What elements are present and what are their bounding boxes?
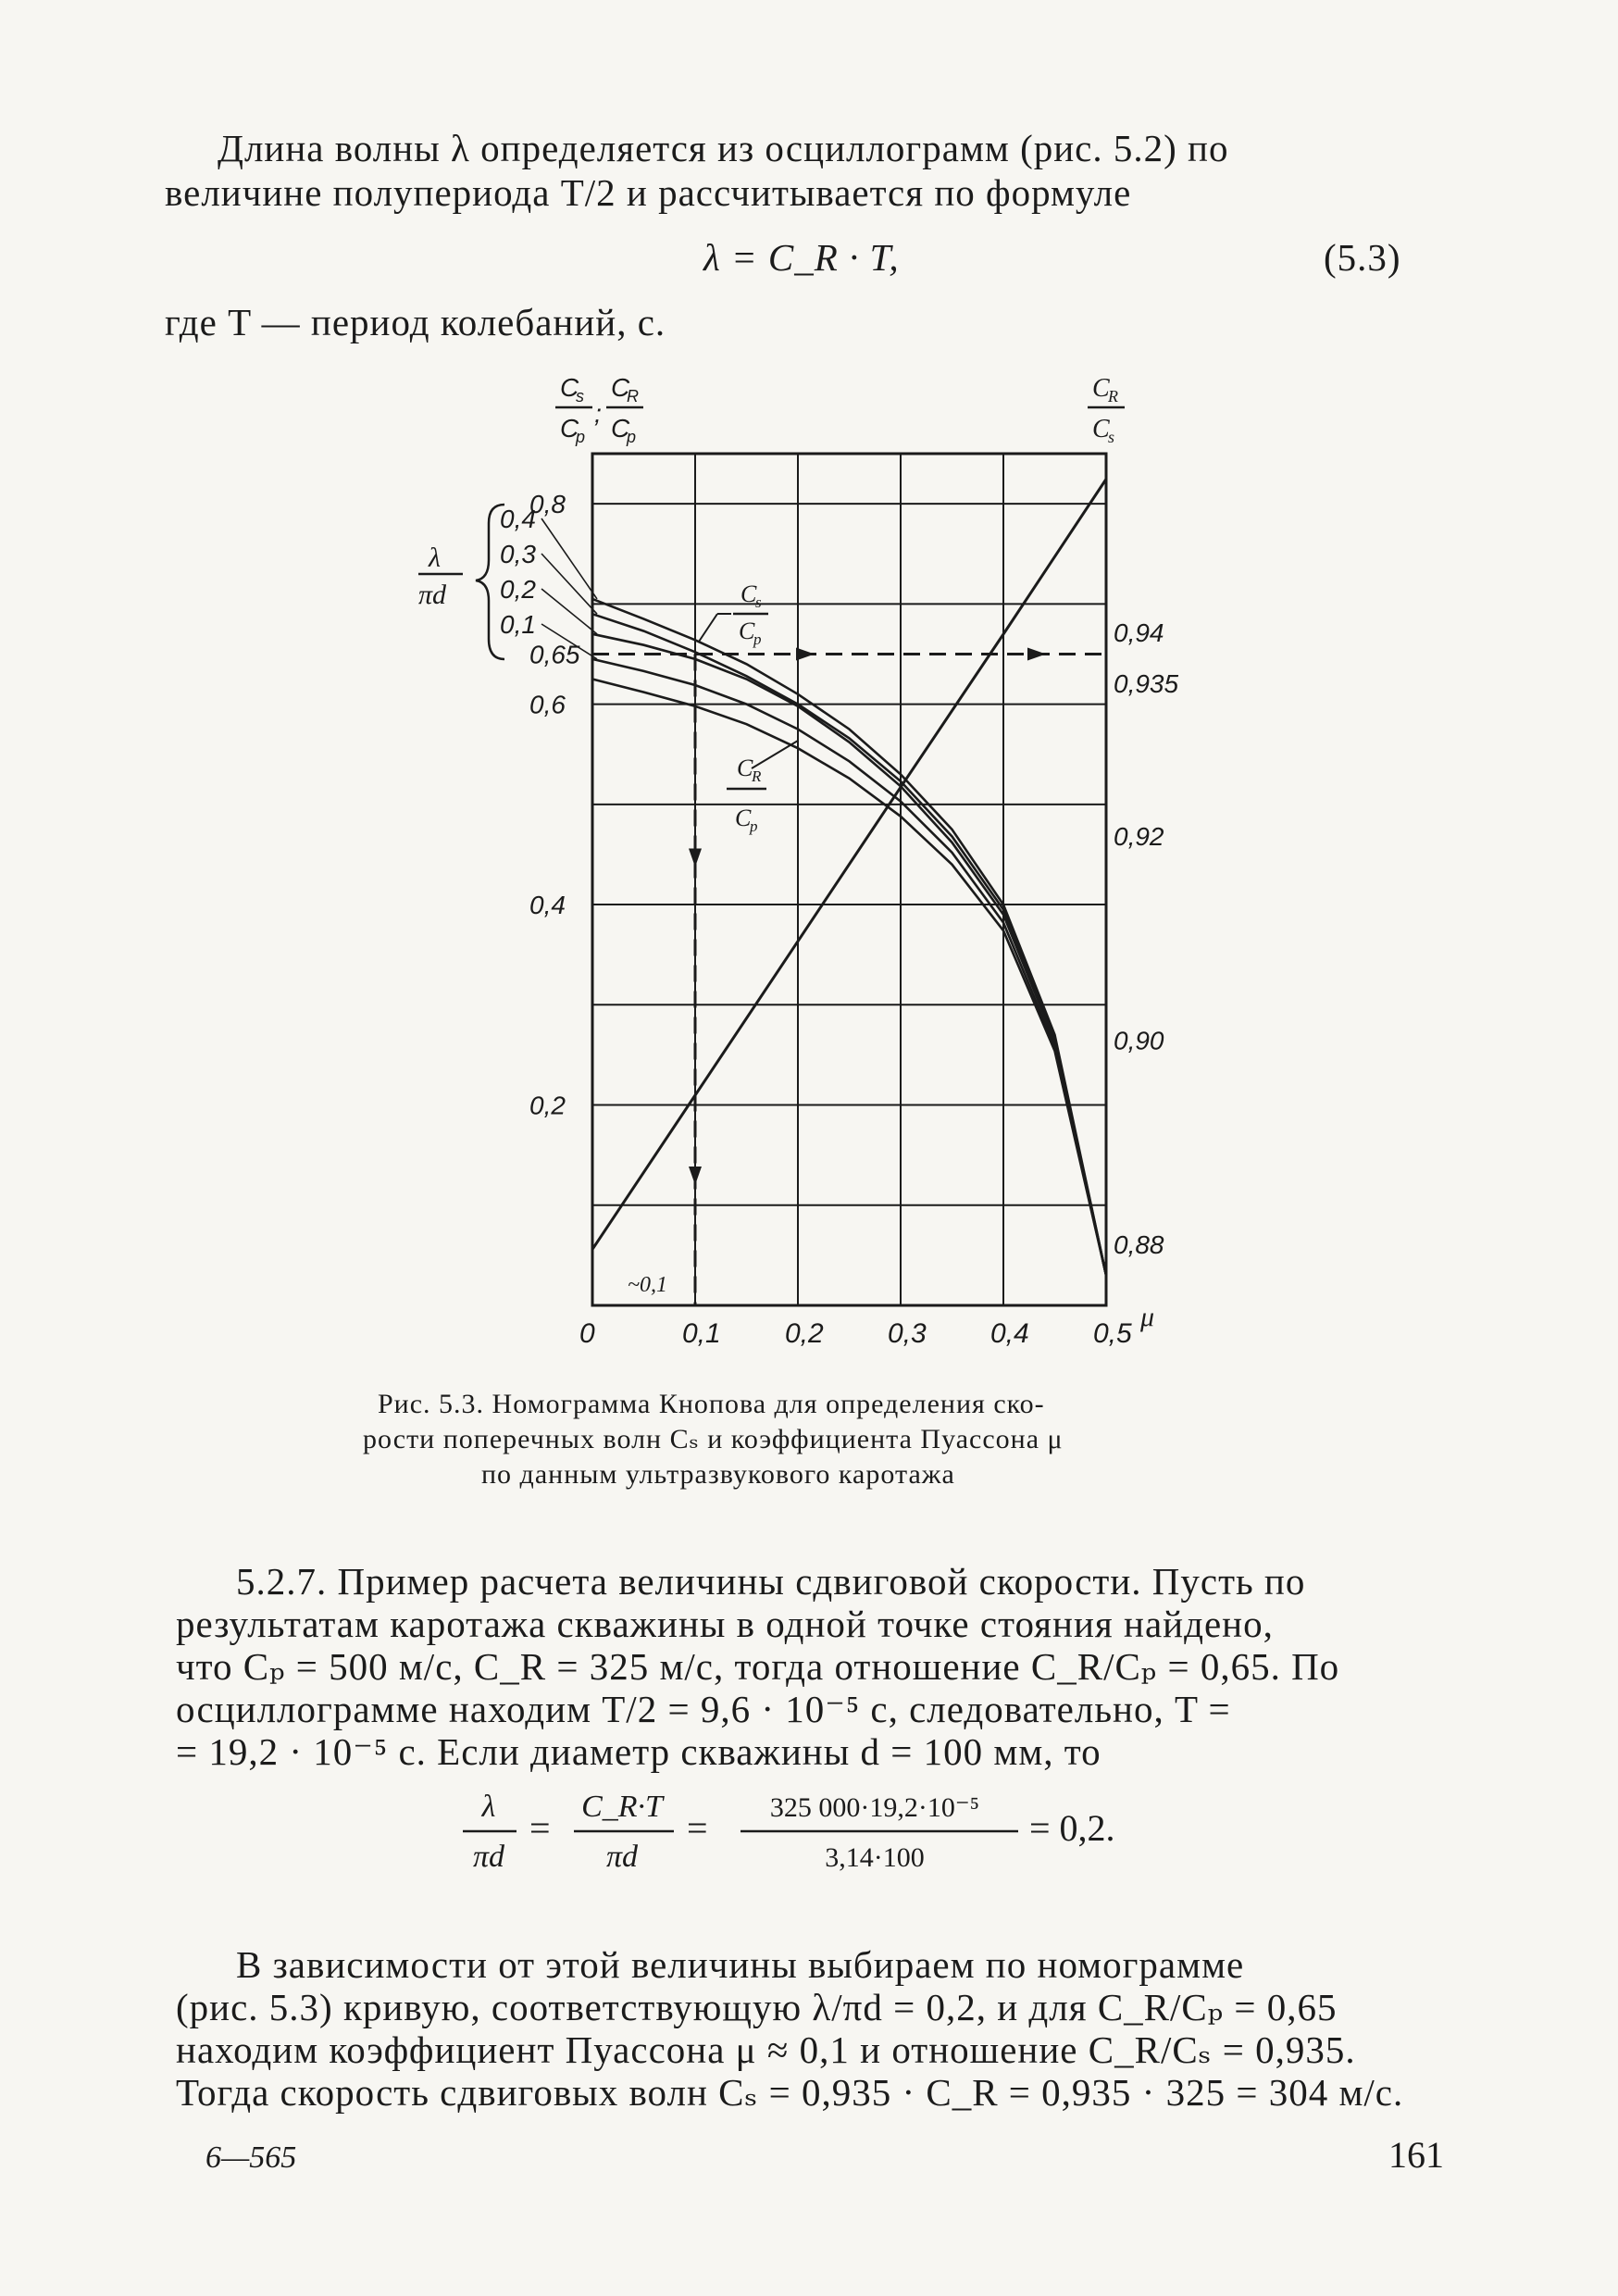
x-tick-label: 0,3 (888, 1318, 927, 1349)
eq-result: = 0,2. (1029, 1807, 1115, 1849)
eq-f1-den: πd (472, 1840, 505, 1874)
conclusion-line-1: В зависимости от этой величины выбираем по номограмме (236, 1943, 1245, 1986)
family-value-label: 0,3 (500, 540, 536, 568)
right-tick-label: 0,92 (1114, 822, 1164, 852)
x-tick-label: 0,5 (1093, 1318, 1132, 1349)
left-tick-label: 0,6 (529, 690, 566, 719)
svg-text:R: R (1108, 387, 1118, 406)
right-tick-label: 0,935 (1114, 668, 1179, 698)
conclusion-line-2: (рис. 5.3) кривую, соответствующую λ/πd = 0,2, и для C_R/Cₚ = 0,65 (176, 1986, 1338, 2028)
signature-mark: 6—565 (205, 2140, 297, 2175)
eq-f2-den: πd (605, 1840, 639, 1874)
svg-text:C: C (1092, 374, 1110, 403)
right-tick-label: 0,88 (1114, 1229, 1164, 1259)
example-line-5: = 19,2 · 10⁻⁵ с. Если диаметр скважины d = 100 мм, то (176, 1730, 1101, 1773)
svg-text:R: R (627, 387, 639, 406)
svg-text:s: s (576, 387, 584, 406)
eq-f3-num: 325 000·19,2·10⁻⁵ (769, 1792, 980, 1823)
conclusion-line-3: находим коэффициент Пуассона μ ≈ 0,1 и отношение C_R/Cₛ = 0,935. (176, 2028, 1356, 2071)
svg-text:C: C (737, 755, 753, 781)
caption-line-3: по данным ультразвукового каротажа (481, 1459, 955, 1490)
example-line-3: что Cₚ = 500 м/с, C_R = 325 м/с, тогда отношение C_R/Cₚ = 0,65. По (176, 1645, 1340, 1688)
example-line-2: результатам каротажа скважины в одной точке стояния найдено, (176, 1603, 1274, 1645)
formula-5-3: λ = C_R · T, (703, 236, 900, 279)
eq-f3-den: 3,14·100 (825, 1842, 925, 1873)
right-tick-label: 0,94 (1114, 618, 1164, 647)
svg-text:R: R (752, 767, 762, 785)
left-tick-label: 0,8 (529, 490, 566, 519)
svg-text:p: p (750, 817, 758, 835)
example-line-1: 5.2.7. Пример расчета величины сдвиговой скорости. Пусть по (236, 1560, 1306, 1603)
svg-text:p: p (753, 630, 762, 648)
x-annotation: ~0,1 (628, 1273, 667, 1297)
svg-text:s: s (1108, 428, 1115, 446)
svg-text:C: C (611, 373, 630, 402)
svg-text:=: = (687, 1807, 708, 1849)
conclusion-line-4: Тогда скорость сдвиговых волн Cₛ = 0,935 · C_R = 0,935 · 325 = 304 м/с. (176, 2071, 1404, 2114)
intro-line-1: Длина волны λ определяется из осциллограмм (рис. 5.2) по (218, 127, 1229, 169)
svg-text:C: C (1092, 415, 1110, 443)
svg-text:C: C (560, 373, 579, 402)
svg-text:C: C (739, 618, 755, 644)
svg-text:λ: λ (429, 543, 441, 573)
eq-f2-num: C_R·T (581, 1790, 663, 1824)
svg-text:C: C (560, 414, 579, 443)
svg-text:;: ; (594, 399, 602, 428)
caption-line-2: рости поперечных волн Cₛ и коэффициента Пуассона μ (363, 1424, 1064, 1454)
eq-f1-num: λ (481, 1790, 496, 1824)
svg-text:πd: πd (418, 580, 447, 610)
family-value-label: 0,4 (500, 505, 536, 533)
equation-number: (5.3) (1324, 236, 1401, 279)
x-tick-label: 0,1 (682, 1318, 721, 1349)
left-tick-label: 0,2 (529, 1091, 566, 1120)
page-number: 161 (1388, 2134, 1444, 2176)
x-axis-label: μ (1140, 1302, 1155, 1332)
svg-text:C: C (611, 414, 630, 443)
family-value-label: 0,2 (500, 575, 536, 604)
right-tick-label: 0,90 (1114, 1026, 1164, 1055)
caption-line-1: Рис. 5.3. Номограмма Кнопова для определения ско- (378, 1389, 1045, 1419)
example-line-4: осциллограмме находим T/2 = 9,6 · 10⁻⁵ с, следовательно, T = (176, 1688, 1231, 1730)
svg-text:C: C (741, 580, 757, 607)
svg-text:=: = (529, 1807, 551, 1849)
x-tick-label: 0,4 (990, 1318, 1029, 1349)
svg-text:p: p (627, 428, 637, 446)
where-line: где T — период колебаний, с. (165, 301, 666, 343)
x-tick-label: 0 (579, 1318, 595, 1349)
svg-text:s: s (755, 593, 762, 611)
x-tick-label: 0,2 (785, 1318, 824, 1349)
intro-line-2: величине полупериода T/2 и рассчитывается по формуле (165, 171, 1132, 214)
left-tick-label: 0,4 (529, 891, 566, 920)
svg-text:p: p (576, 428, 586, 446)
family-value-label: 0,1 (500, 610, 536, 639)
left-tick-label: 0,65 (529, 640, 580, 669)
svg-text:C: C (735, 805, 752, 831)
